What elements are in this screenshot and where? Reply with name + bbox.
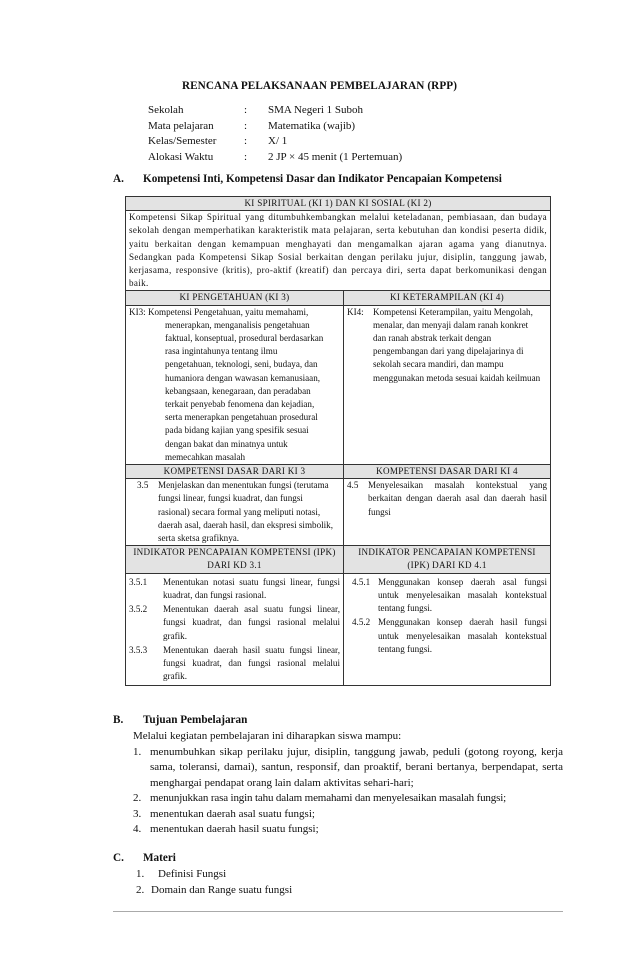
section-letter: A. <box>113 173 124 185</box>
list-text: Domain dan Range suatu fungsi <box>151 883 293 896</box>
list-item <box>133 822 563 838</box>
list-item <box>133 807 563 823</box>
ki4-item <box>347 306 547 385</box>
list-text: menunjukkan rasa ingin tahu dalam memahami dan menyelesaikan masalah fungsi; <box>150 792 507 804</box>
ipk3-number: 3.5.1 <box>129 576 148 587</box>
identity-value: SMA Negeri 1 Suboh <box>268 104 364 116</box>
ki12-header: KI SPIRITUAL (KI 1) DAN KI SOSIAL (KI 2) <box>126 197 551 211</box>
ki3-header: KI PENGETAHUAN (KI 3) <box>126 291 344 305</box>
table-row <box>126 465 551 479</box>
table-row <box>126 305 551 464</box>
section-letter: B. <box>113 714 124 726</box>
list-item <box>133 745 563 792</box>
ki4-header: KI KETERAMPILAN (KI 4) <box>344 291 551 305</box>
kd3-cell <box>126 479 344 546</box>
list-text: menentukan daerah asal suatu fungsi; <box>150 807 315 820</box>
ipk3-text: Menentukan notasi suatu fungsi linear, fungsi kuadrat, dan fungsi rasional. <box>163 576 340 600</box>
section-title: Kompetensi Inti, Kompetensi Dasar dan Indikator Pencapaian Kompetensi <box>143 173 502 185</box>
section-letter: C. <box>113 852 124 864</box>
table-row <box>126 197 551 211</box>
list-number: 3. <box>133 807 142 820</box>
ipk3-number: 3.5.2 <box>129 604 148 615</box>
identity-colon: : <box>244 119 248 132</box>
kd4-item <box>347 479 547 519</box>
kd4-text: Menyelesaikan masalah kontekstual yang berkaitan dengan daerah asal dan daerah hasil fungsi <box>368 480 547 517</box>
ipk4-item <box>352 616 547 656</box>
ipk3-item <box>129 603 340 643</box>
section-b-intro: Melalui kegiatan pembelajaran ini diharapkan siswa mampu: <box>133 730 402 742</box>
document-title: RENCANA PELAKSANAAN PEMBELAJARAN (RPP) <box>181 80 458 92</box>
list-text: Definisi Fungsi <box>158 868 227 880</box>
table-row <box>126 479 551 546</box>
ki3-text: KI3: Kompetensi Pengetahuan, yaitu memahami, menerapkan, menganalisis pengetahuan faktual, konseptual, prosedural berdasarkan rasa ingintahunya tentang ilmu pengetahuan, teknologi, seni, budaya, dan humaniora dengan wawasan kemanusiaan, kebangsaan, kenegaraan, dan peradaban terkait penyebab fenomena dan kejadian, serta menerapkan pengetahuan prosedural pada bidang kajian yang spesifik sesuai dengan bakat dan minatnya untuk memecahkan masalah <box>129 306 324 462</box>
identity-row-subject <box>148 119 402 135</box>
ipk3-text: Menentukan daerah asal suatu fungsi linear, fungsi kuadrat, dan fungsi rasional melalui grafik. <box>163 604 340 641</box>
list-item <box>136 883 436 899</box>
identity-label: Mata pelajaran <box>148 119 214 132</box>
ipk4-text: Menggunakan konsep daerah hasil fungsi untuk menyelesaikan masalah kontekstual tentang fungsi. <box>378 617 547 654</box>
kd4-cell <box>344 479 551 546</box>
section-title: Tujuan Pembelajaran <box>143 714 248 726</box>
ki12-text: Kompetensi Sikap Spiritual yang ditumbuhkembangkan melalui keteladanan, pembiasaan, dan budaya sekolah dengan memperhatikan karakteristik mata pelajaran, serta kebutuhan dan kondisi peserta didik, yaitu berkaitan dengan kemampuan menghayati dan mengamalkan ajaran agama yang dianutnya. Sedangkan pada Kompetensi Sikap Sosial berkaitan dengan perilaku jujur, disiplin, tanggung jawab, kerjasama, responsive (kritis), pro-aktif (kreatif) dan percaya diri, serta dapat berkomunikasi dengan baik. <box>126 211 551 291</box>
ipk3-text: Menentukan daerah hasil suatu fungsi linear, fungsi kuadrat, dan fungsi rasional melalui grafik. <box>163 644 340 682</box>
kd3-header: KOMPETENSI DASAR DARI KI 3 <box>126 465 344 479</box>
footer-divider <box>113 911 563 912</box>
section-b-heading <box>113 714 247 726</box>
ipk3-cell <box>126 573 344 686</box>
ipk4-number: 4.5.2 <box>352 617 371 628</box>
list-text: menentukan daerah hasil suatu fungsi; <box>150 823 319 835</box>
identity-label: Alokasi Waktu <box>148 150 214 163</box>
identity-colon: : <box>244 150 248 163</box>
ipk4-number: 4.5.1 <box>352 576 371 587</box>
list-number: 1. <box>133 745 142 758</box>
list-text: menumbuhkan sikap perilaku jujur, disiplin, tanggung jawab, peduli (gotong royong, kerja sama, toleransi, damai), santun, responsif, dan proaktif, berani bertanya, berpendapat, serta menghargai pendapat orang lain dalam aktivitas sehari-hari; <box>150 745 563 789</box>
ipk3-item <box>129 644 340 684</box>
identity-row-class <box>148 134 402 150</box>
ki4-cell <box>344 305 551 464</box>
ipk3-header: INDIKATOR PENCAPAIAN KOMPETENSI (IPK) DARI KD 3.1 <box>126 546 344 573</box>
section-c-heading <box>113 852 176 864</box>
list-number: 4. <box>133 823 142 835</box>
ipk4-header: INDIKATOR PENCAPAIAN KOMPETENSI (IPK) DARI KD 4.1 <box>344 546 551 573</box>
identity-row-school <box>148 103 402 119</box>
identity-label: Sekolah <box>148 104 184 116</box>
identity-value: Matematika (wajib) <box>268 119 356 132</box>
identity-value: X/ 1 <box>268 135 288 147</box>
ki3-cell <box>126 305 344 464</box>
list-number: 1. <box>136 868 145 880</box>
ipk3-item <box>129 576 340 602</box>
kd4-number: 4.5 <box>347 480 359 491</box>
kd3-item <box>129 479 340 545</box>
identity-row-time <box>148 150 402 166</box>
kd4-header: KOMPETENSI DASAR DARI KI 4 <box>344 465 551 479</box>
identity-value: 2 JP × 45 menit (1 Pertemuan) <box>268 150 403 163</box>
list-number: 2. <box>136 883 145 896</box>
table-row <box>126 291 551 305</box>
list-number: 2. <box>133 792 142 804</box>
kd3-number: 3.5 <box>137 480 149 491</box>
kd3-text: Menjelaskan dan menentukan fungsi (terutama fungsi linear, fungsi kuadrat, dan fungsi rasional) secara formal yang meliputi notasi, daerah asal, daerah hasil, dan ekspresi simbolik, serta sketsa grafiknya. <box>158 480 333 544</box>
identity-colon: : <box>244 135 248 147</box>
identity-colon: : <box>244 104 248 116</box>
ipk4-text: Menggunakan konsep daerah asal fungsi untuk menyelesaikan masalah kontekstual tentang fungsi. <box>378 576 547 614</box>
identity-label: Kelas/Semester <box>148 135 217 147</box>
table-row <box>126 546 551 573</box>
list-item <box>136 867 436 883</box>
section-c-body <box>136 867 436 898</box>
ki4-text: Kompetensi Keterampilan, yaitu Mengolah, menalar, dan menyaji dalam ranah konkret dan ranah abstrak terkait dengan pengembangan dari yang dipelajarinya di sekolah secara mandiri, dan mampu menggunakan metoda sesuai kaidah keilmuan <box>373 306 541 383</box>
materials-list <box>136 867 436 898</box>
table-row <box>126 211 551 291</box>
section-title: Materi <box>143 852 176 864</box>
section-a-heading <box>113 173 502 185</box>
list-item <box>133 791 563 807</box>
objectives-list <box>133 745 563 838</box>
ipk3-number: 3.5.3 <box>129 644 148 655</box>
table-row <box>126 573 551 686</box>
identity-block <box>148 103 402 165</box>
ipk4-item <box>352 576 547 616</box>
section-b-body <box>133 729 563 838</box>
ipk4-cell <box>344 573 551 686</box>
competency-table <box>125 196 551 686</box>
ki4-number: KI4: <box>347 306 364 317</box>
